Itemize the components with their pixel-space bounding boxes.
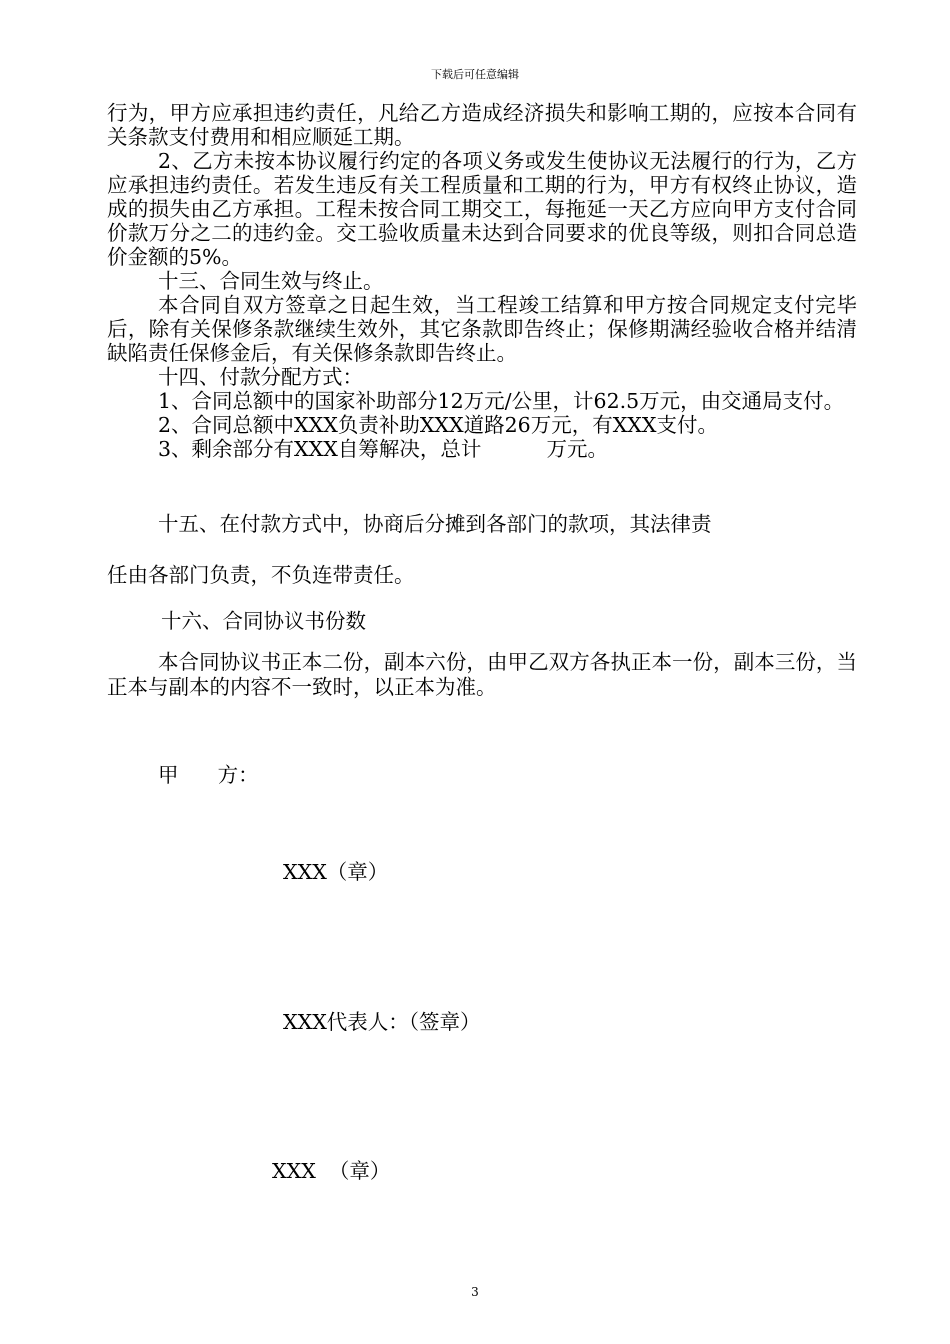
seal-line-1: XXX（章） — [283, 860, 389, 884]
page-header: 下载后可任意编辑 — [431, 68, 519, 81]
clause-15-line-2: 任由各部门负责，不负连带责任。 — [107, 563, 415, 587]
paragraph-penalty-party-a: 行为，甲方应承担违约责任，凡给乙方造成经济损失和影响工期的，应按本合同有关条款支付费用和相应顺延工期。 — [107, 101, 857, 149]
clause-14-item-1: 1、合同总额中的国家补助部分12万元/公里，计62.5万元，由交通局支付。 — [158, 389, 845, 413]
clause-14-item-2: 2、合同总额中XXX负责补助XXX道路26万元，有XXX支付。 — [158, 413, 718, 437]
representative-signature-line: XXX代表人：（签章） — [283, 1010, 481, 1034]
party-a-label: 甲 方： — [158, 763, 259, 787]
clause-14-item-3: 3、剩余部分有XXX自筹解决，总计 万元。 — [158, 437, 608, 461]
clause-15-line-1: 十五、在付款方式中，协商后分摊到各部门的款项，其法律责 — [158, 512, 712, 536]
paragraph-penalty-party-b: 2、乙方未按本协议履行约定的各项义务或发生使协议无法履行的行为，乙方应承担违约责任。若发生违反有关工程质量和工期的行为，甲方有权终止协议，造成的损失由乙方承担。工程未按合同工期交工，每拖延一天乙方应向甲方支付合同价款万分之二的违约金。交工验收质量未达到合同要求的优良等级，则扣合同总造价金额的5%。 — [107, 149, 857, 269]
clause-16-body — [107, 650, 857, 700]
contract-body — [107, 101, 857, 461]
clause-13-title: 十三、合同生效与终止。 — [158, 269, 384, 293]
clause-16-paragraph: 本合同协议书正本二份，副本六份，由甲乙双方各执正本一份，副本三份，当正本与副本的内容不一致时，以正本为准。 — [107, 650, 857, 699]
clause-13-body: 本合同自双方签章之日起生效，当工程竣工结算和甲方按合同规定支付完毕后，除有关保修条款继续生效外，其它条款即告终止；保修期满经验收合格并结清缺陷责任保修金后，有关保修条款即告终止。 — [107, 293, 857, 365]
page-number: 3 — [471, 1285, 479, 1299]
clause-16-title: 十六、合同协议书份数 — [161, 609, 366, 633]
seal-line-2: XXX （章） — [272, 1159, 391, 1183]
clause-14-title: 十四、付款分配方式： — [158, 365, 363, 389]
